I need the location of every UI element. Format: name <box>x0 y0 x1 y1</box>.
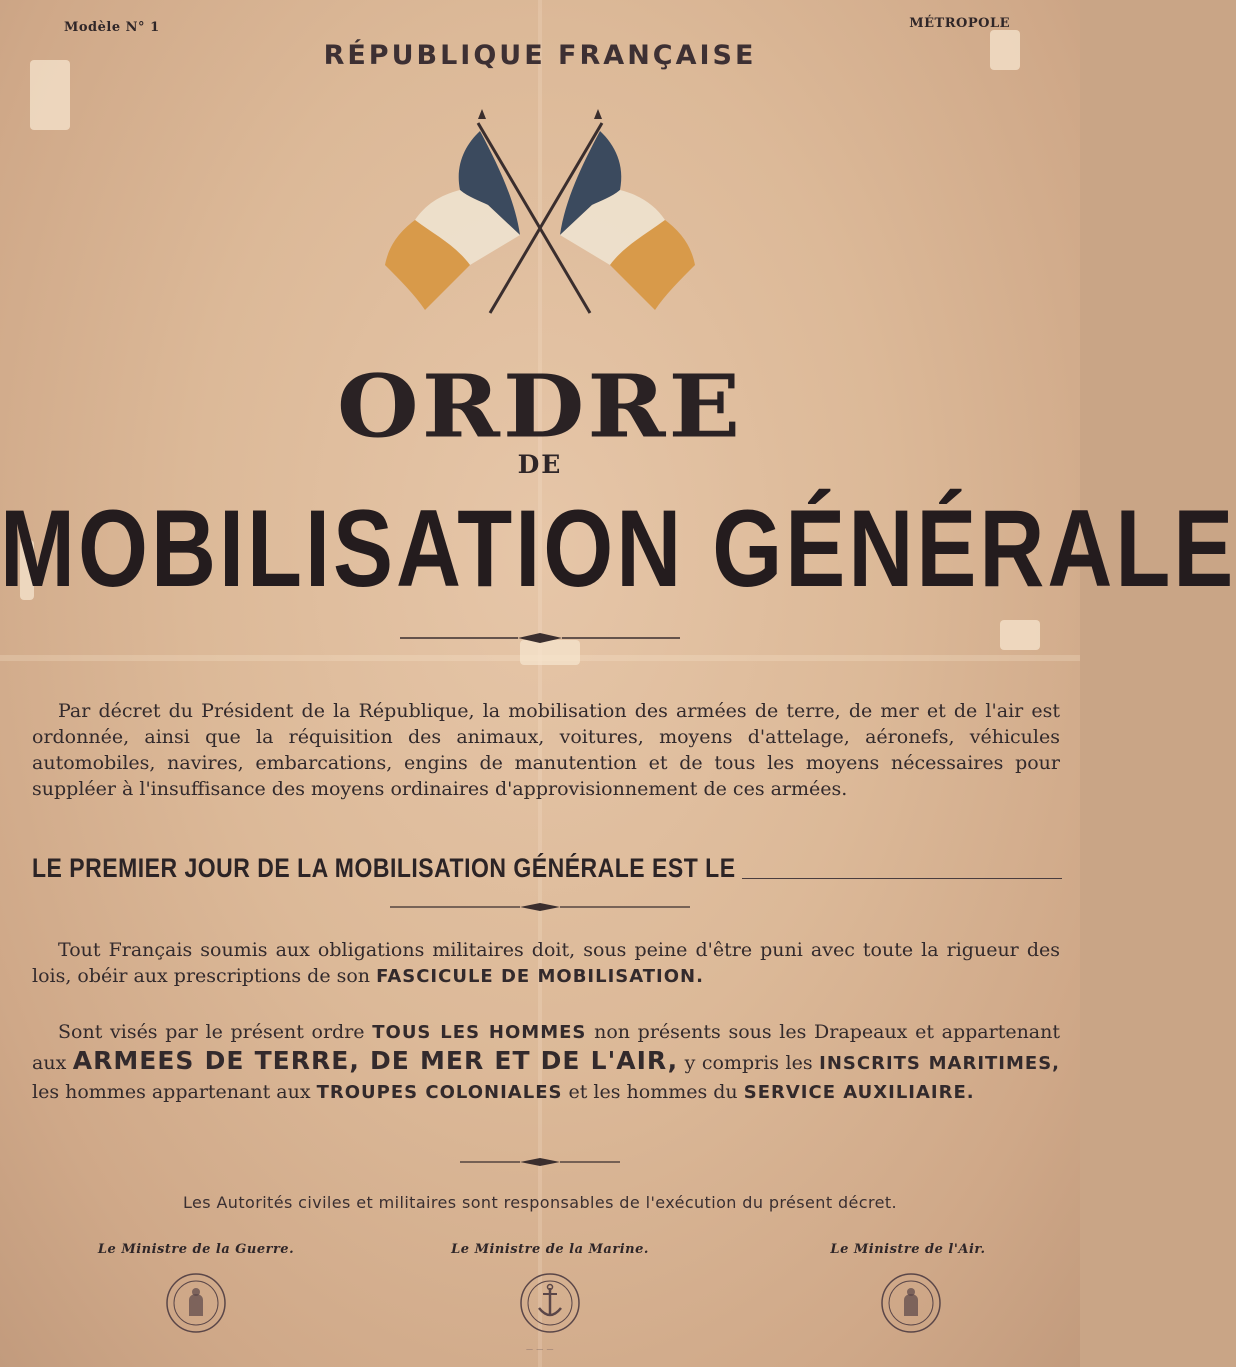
concerned-highlight: INSCRITS MARITIMES, <box>819 1053 1061 1074</box>
obligation-highlight: FASCICULE DE MOBILISATION. <box>376 966 704 987</box>
title-ordre: ORDRE <box>336 356 744 458</box>
authorities-statement: Les Autorités civiles et militaires sont responsables de l'exécution du présent décret. <box>182 1193 898 1212</box>
concerned-text: y compris les <box>684 1052 813 1074</box>
divider-ornament <box>0 630 1080 649</box>
republic-heading: RÉPUBLIQUE FRANÇAISE <box>323 40 757 71</box>
minister-air-title: Le Ministre de l'Air. <box>830 1242 986 1257</box>
concerned-text: et les hommes du <box>568 1081 738 1103</box>
region-label: MÉTROPOLE <box>909 16 1010 31</box>
concerned-text: Sont visés par le présent ordre <box>58 1021 365 1043</box>
first-day-blank <box>742 877 1062 879</box>
concerned-highlight-large: ARMEES DE TERRE, DE MER ET DE L'AIR, <box>72 1046 679 1075</box>
concerned-text: non présents sous les Drapeaux et appartenant aux <box>32 1021 1061 1074</box>
first-day-line <box>32 852 1062 883</box>
concerned-text: les hommes appartenant aux <box>32 1081 311 1103</box>
concerned-highlight: SERVICE AUXILIAIRE. <box>743 1082 975 1103</box>
concerned-highlight: TOUS LES HOMMES <box>372 1022 587 1043</box>
printer-imprint: — — — <box>526 1345 554 1353</box>
decree-text: Par décret du Président de la République, la mobilisation des armées de terre, de mer et de l'air est ordonnée, ainsi que la réquisition des animaux, voitures, moyens d'attelage, aéronefs, véhicules automobiles, navires, embarcations, engins de manutention et de tous les moyens nécessaires pour suppléer à l'insuffisance des moyens ordinaires d'approvisionnement de ces armées. <box>32 700 1060 800</box>
title-mobilisation: MOBILISATION GÉNÉRALE <box>0 488 1236 611</box>
crossed-flags-icon <box>380 105 700 345</box>
first-day-label: LE PREMIER JOUR DE LA MOBILISATION GÉNÉRALE EST LE <box>32 852 736 883</box>
concerned-paragraph <box>32 1018 1060 1107</box>
minister-war-title: Le Ministre de la Guerre. <box>97 1242 295 1257</box>
title-de: DE <box>517 450 563 479</box>
decree-paragraph <box>32 698 1060 802</box>
navy-ministry-seal-icon <box>519 1272 581 1334</box>
concerned-highlight: TROUPES COLONIALES <box>316 1082 563 1103</box>
model-number: Modèle N° 1 <box>64 20 160 35</box>
obligation-text: Tout Français soumis aux obligations militaires doit, sous peine d'être puni avec toute la rigueur des lois, obéir aux prescriptions de son <box>32 939 1060 987</box>
minister-navy-title: Le Ministre de la Marine. <box>451 1242 649 1257</box>
obligation-paragraph <box>32 937 1060 990</box>
divider-ornament <box>0 898 1080 917</box>
air-ministry-seal-icon <box>880 1272 942 1334</box>
war-ministry-seal-icon <box>165 1272 227 1334</box>
divider-ornament <box>0 1153 1080 1172</box>
